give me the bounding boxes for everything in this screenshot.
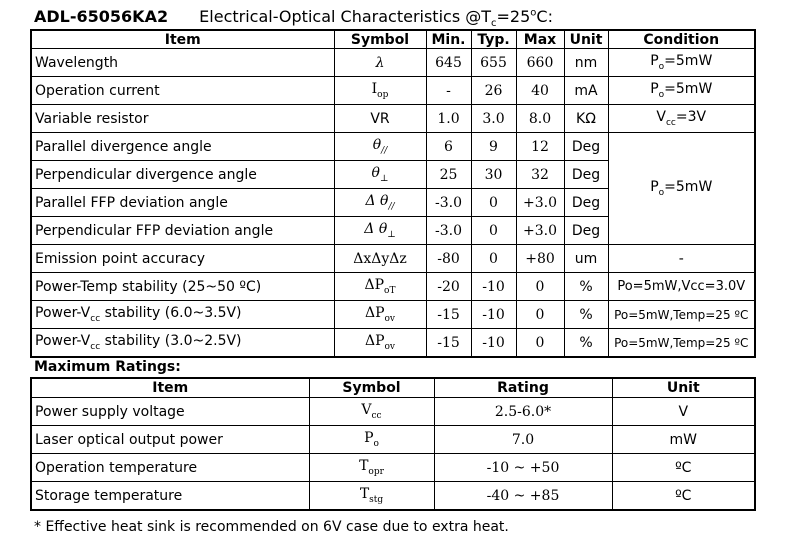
cond-pre: P: [650, 52, 659, 69]
sym-main: ΔP: [364, 332, 385, 349]
sym-sub: ov: [384, 341, 396, 352]
symbol-cell: [309, 454, 434, 482]
symbol-cell: [334, 133, 426, 161]
symbol-cell: λ: [334, 49, 426, 77]
typ-cell: 0: [471, 217, 516, 245]
unit-cell: mW: [612, 426, 755, 454]
unit-cell: V: [612, 398, 755, 426]
max-cell: +3.0: [516, 217, 564, 245]
unit-cell: Deg: [564, 189, 608, 217]
part-number: ADL-65056KA2: [34, 7, 169, 26]
table-row: [31, 77, 755, 105]
item-cell: Operation current: [31, 77, 334, 105]
item-sub: cc: [90, 313, 101, 324]
min-cell: 1.0: [426, 105, 471, 133]
symbol-cell: [334, 329, 426, 358]
cond-pre: V: [656, 108, 666, 125]
cond-post: =5mW: [664, 178, 713, 195]
sym-main: T: [359, 457, 369, 474]
typ-cell: 0: [471, 245, 516, 273]
min-cell: -3.0: [426, 189, 471, 217]
item-pre: Power-V: [35, 332, 91, 349]
symbol-cell: [334, 273, 426, 301]
table-row: [31, 301, 755, 329]
max-cell: 12: [516, 133, 564, 161]
section-title: [199, 7, 553, 30]
sym-main: ΔP: [364, 304, 385, 321]
table-row: [31, 49, 755, 77]
table-row: [31, 105, 755, 133]
symbol-cell: [334, 301, 426, 329]
sym-main: V: [361, 401, 372, 418]
symbol-cell: [334, 161, 426, 189]
sym-sub: //: [381, 145, 388, 156]
sym-main: θ: [371, 164, 380, 181]
item-cell: Emission point accuracy: [31, 245, 334, 273]
sym-main: P: [364, 429, 374, 446]
symbol-cell: [309, 398, 434, 426]
rating-cell: -40 ~ +85: [434, 482, 612, 511]
condition-cell: [608, 49, 755, 77]
max-cell: 0: [516, 329, 564, 358]
table-row: [31, 329, 755, 358]
col-header: Rating: [434, 378, 612, 398]
min-cell: -15: [426, 329, 471, 358]
item-cell: Laser optical output power: [31, 426, 309, 454]
table-row: [31, 398, 755, 426]
unit-cell: Deg: [564, 217, 608, 245]
cond-sub: cc: [665, 117, 676, 128]
item-cell: Perpendicular divergence angle: [31, 161, 334, 189]
condition-cell: -: [608, 245, 755, 273]
unit-cell: Deg: [564, 133, 608, 161]
title-prefix: Electrical-Optical Characteristics @T: [199, 7, 492, 26]
item-pre: Power-V: [35, 304, 91, 321]
item-post: stability (3.0~2.5V): [100, 332, 242, 349]
table-row: [31, 482, 755, 511]
title-eq: =25: [496, 7, 531, 26]
unit-cell: ºC: [612, 482, 755, 511]
sym-sub: oT: [384, 285, 396, 296]
col-header: Min.: [426, 30, 471, 49]
item-cell: [31, 301, 334, 329]
title-sub: c: [491, 18, 497, 30]
cond-pre: P: [650, 80, 659, 97]
max-ratings-table: [30, 377, 756, 511]
item-cell: Power-Temp stability (25~50 ºC): [31, 273, 334, 301]
symbol-cell: [309, 482, 434, 511]
min-cell: -20: [426, 273, 471, 301]
item-cell: Storage temperature: [31, 482, 309, 511]
sym-sub: ⊥: [387, 229, 396, 240]
symbol-cell: [334, 217, 426, 245]
cond-pre: P: [650, 178, 659, 195]
max-cell: +80: [516, 245, 564, 273]
typ-cell: -10: [471, 301, 516, 329]
sym-sub: ov: [384, 313, 396, 324]
item-cell: Perpendicular FFP deviation angle: [31, 217, 334, 245]
symbol-cell: [309, 426, 434, 454]
symbol-cell: [334, 77, 426, 105]
condition-cell: [608, 133, 755, 245]
item-post: stability (6.0~3.5V): [100, 304, 242, 321]
footnote: * Effective heat sink is recommended on 6V case due to extra heat.: [34, 519, 509, 535]
sym-main: ΔP: [364, 276, 385, 293]
title-sup: o: [530, 7, 537, 19]
sym-sub: op: [377, 89, 389, 100]
max-cell: 0: [516, 301, 564, 329]
table-row: [31, 273, 755, 301]
unit-cell: %: [564, 273, 608, 301]
sym-sub: opr: [368, 466, 384, 477]
min-cell: 645: [426, 49, 471, 77]
unit-cell: KΩ: [564, 105, 608, 133]
max-cell: +3.0: [516, 189, 564, 217]
col-header: Unit: [612, 378, 755, 398]
max-cell: 0: [516, 273, 564, 301]
max-cell: 660: [516, 49, 564, 77]
unit-cell: ºC: [612, 454, 755, 482]
condition-cell: Po=5mW,Vcc=3.0V: [608, 273, 755, 301]
col-header: Condition: [608, 30, 755, 49]
typ-cell: 0: [471, 189, 516, 217]
unit-cell: %: [564, 301, 608, 329]
sym-sub: //: [388, 201, 395, 212]
sym-sub: cc: [371, 410, 382, 421]
sym-sub: o: [373, 438, 379, 449]
typ-cell: 30: [471, 161, 516, 189]
col-header: Symbol: [334, 30, 426, 49]
col-header: Typ.: [471, 30, 516, 49]
sym-main: Δ θ: [364, 220, 388, 237]
page-header: [34, 7, 553, 30]
col-header: Unit: [564, 30, 608, 49]
cond-sub: o: [658, 61, 665, 72]
typ-cell: 26: [471, 77, 516, 105]
sym-main: θ: [372, 136, 382, 153]
typ-cell: -10: [471, 273, 516, 301]
max-cell: 40: [516, 77, 564, 105]
item-cell: Variable resistor: [31, 105, 334, 133]
item-sub: cc: [90, 341, 101, 352]
title-suffix: C:: [536, 7, 553, 26]
item-cell: Operation temperature: [31, 454, 309, 482]
unit-cell: mA: [564, 77, 608, 105]
electrical-optical-table: [30, 29, 756, 358]
min-cell: -: [426, 77, 471, 105]
unit-cell: um: [564, 245, 608, 273]
cond-sub: o: [658, 187, 665, 198]
sym-main: I: [371, 80, 378, 97]
col-header: Item: [31, 378, 309, 398]
typ-cell: 3.0: [471, 105, 516, 133]
rating-cell: 2.5-6.0*: [434, 398, 612, 426]
item-cell: Parallel divergence angle: [31, 133, 334, 161]
min-cell: 6: [426, 133, 471, 161]
typ-cell: 9: [471, 133, 516, 161]
sym-main: Δ θ: [365, 192, 389, 209]
sym-main: T: [359, 485, 370, 502]
sym-sub: ⊥: [379, 173, 389, 184]
unit-cell: %: [564, 329, 608, 358]
item-cell: Wavelength: [31, 49, 334, 77]
table-row: [31, 454, 755, 482]
unit-cell: Deg: [564, 161, 608, 189]
col-header: Symbol: [309, 378, 434, 398]
min-cell: -15: [426, 301, 471, 329]
item-cell: Parallel FFP deviation angle: [31, 189, 334, 217]
max-cell: 8.0: [516, 105, 564, 133]
rating-cell: -10 ~ +50: [434, 454, 612, 482]
rating-cell: 7.0: [434, 426, 612, 454]
cond-post: =5mW: [664, 52, 713, 69]
item-cell: Power supply voltage: [31, 398, 309, 426]
table-row: [31, 426, 755, 454]
max-ratings-title: Maximum Ratings:: [34, 359, 181, 375]
typ-cell: 655: [471, 49, 516, 77]
unit-cell: nm: [564, 49, 608, 77]
cond-post: =5mW: [664, 80, 713, 97]
condition-cell: Po=5mW,Temp=25 ºC: [608, 301, 755, 329]
col-header: Item: [31, 30, 334, 49]
cond-post: =3V: [675, 108, 707, 125]
min-cell: -3.0: [426, 217, 471, 245]
condition-cell: [608, 105, 755, 133]
condition-cell: Po=5mW,Temp=25 ºC: [608, 329, 755, 358]
sym-sub: stg: [369, 494, 384, 505]
table-header-row: [31, 30, 755, 49]
symbol-cell: VR: [334, 105, 426, 133]
typ-cell: -10: [471, 329, 516, 358]
table-row: [31, 133, 755, 161]
table-header-row: [31, 378, 755, 398]
symbol-cell: [334, 189, 426, 217]
symbol-cell: ΔxΔyΔz: [334, 245, 426, 273]
col-header: Max: [516, 30, 564, 49]
table-row: [31, 245, 755, 273]
cond-sub: o: [658, 89, 665, 100]
min-cell: 25: [426, 161, 471, 189]
min-cell: -80: [426, 245, 471, 273]
condition-cell: [608, 77, 755, 105]
item-cell: [31, 329, 334, 358]
max-cell: 32: [516, 161, 564, 189]
